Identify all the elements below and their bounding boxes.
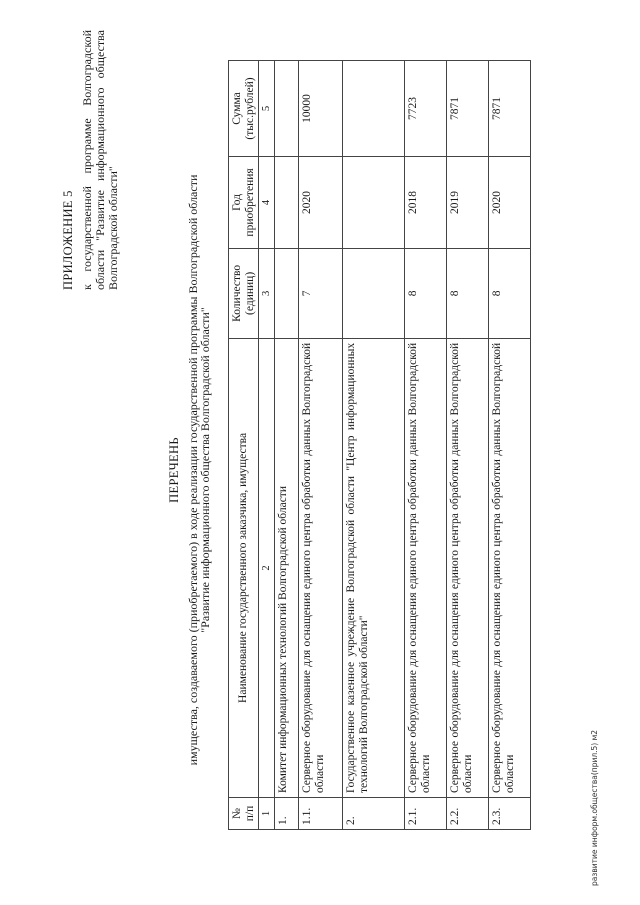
header-qty: Количество (единиц) [229,248,259,338]
appendix-text: к государственной программе Волгоградской области "Развитие информационного общества Волгоградской области" [80,30,120,290]
row-name: Серверное оборудование для оснащения единого центра обработки данных Волгоградской области [405,338,447,797]
row-sum: 7871 [447,61,489,157]
rotated-landscape-page [0,10,640,890]
appendix-heading: ПРИЛОЖЕНИЕ 5 [61,190,75,290]
row-year: 2020 [489,156,531,248]
row-name: Серверное оборудование для оснащения единого центра обработки данных Волгоградской области [489,338,531,797]
row-num: 1.1. [299,798,343,830]
row-num: 1. [275,798,299,830]
column-number: 4 [259,156,275,248]
table-row [343,61,405,830]
header-year: Год приобретения [229,156,259,248]
row-qty: 8 [489,248,531,338]
column-number: 5 [259,61,275,157]
file-footer: развитие информ.общества(прил.5) м2 [590,729,599,886]
row-num: 2.1. [405,798,447,830]
column-number-row [259,61,275,830]
document-subtitle-line1: имущества, создаваемого (приобретаемого) в ходе реализации государственной программы Волгоградской области [185,174,200,766]
row-year: 2020 [299,156,343,248]
row-num: 2.2. [447,798,489,830]
table-header-row [229,61,259,830]
table-row [275,61,299,830]
row-sum [343,61,405,157]
header-name: Наименование государственного заказчика, имущества [229,338,259,797]
document-subtitle-line2: "Развитие информационного общества Волгоградской области" [198,307,212,633]
table-row [299,61,343,830]
header-sum: Сумма (тыс.рублей) [229,61,259,157]
column-number: 1 [259,798,275,830]
row-sum: 10000 [299,61,343,157]
column-number: 3 [259,248,275,338]
row-qty: 8 [405,248,447,338]
document-title-block [168,90,212,850]
header-num: № п/п [229,798,259,830]
row-qty: 7 [299,248,343,338]
row-year [343,156,405,248]
row-sum: 7871 [489,61,531,157]
table-row [489,61,531,830]
document-title: ПЕРЕЧЕНЬ [167,437,181,503]
row-num: 2. [343,798,405,830]
row-name: Комитет информационных технологий Волгоградской области [275,338,299,797]
table-row [405,61,447,830]
row-qty [343,248,405,338]
row-name: Серверное оборудование для оснащения единого центра обработки данных Волгоградской области [299,338,343,797]
property-table [228,60,531,830]
table-row [447,61,489,830]
appendix-block [62,30,120,290]
row-name: Государственное казенное учреждение Волгоградской области "Центр информационных технологий Волгоградской области" [343,338,405,797]
row-year: 2019 [447,156,489,248]
row-year: 2018 [405,156,447,248]
row-sum: 7723 [405,61,447,157]
row-num: 2.3. [489,798,531,830]
column-number: 2 [259,338,275,797]
row-name: Серверное оборудование для оснащения единого центра обработки данных Волгоградской области [447,338,489,797]
row-qty: 8 [447,248,489,338]
